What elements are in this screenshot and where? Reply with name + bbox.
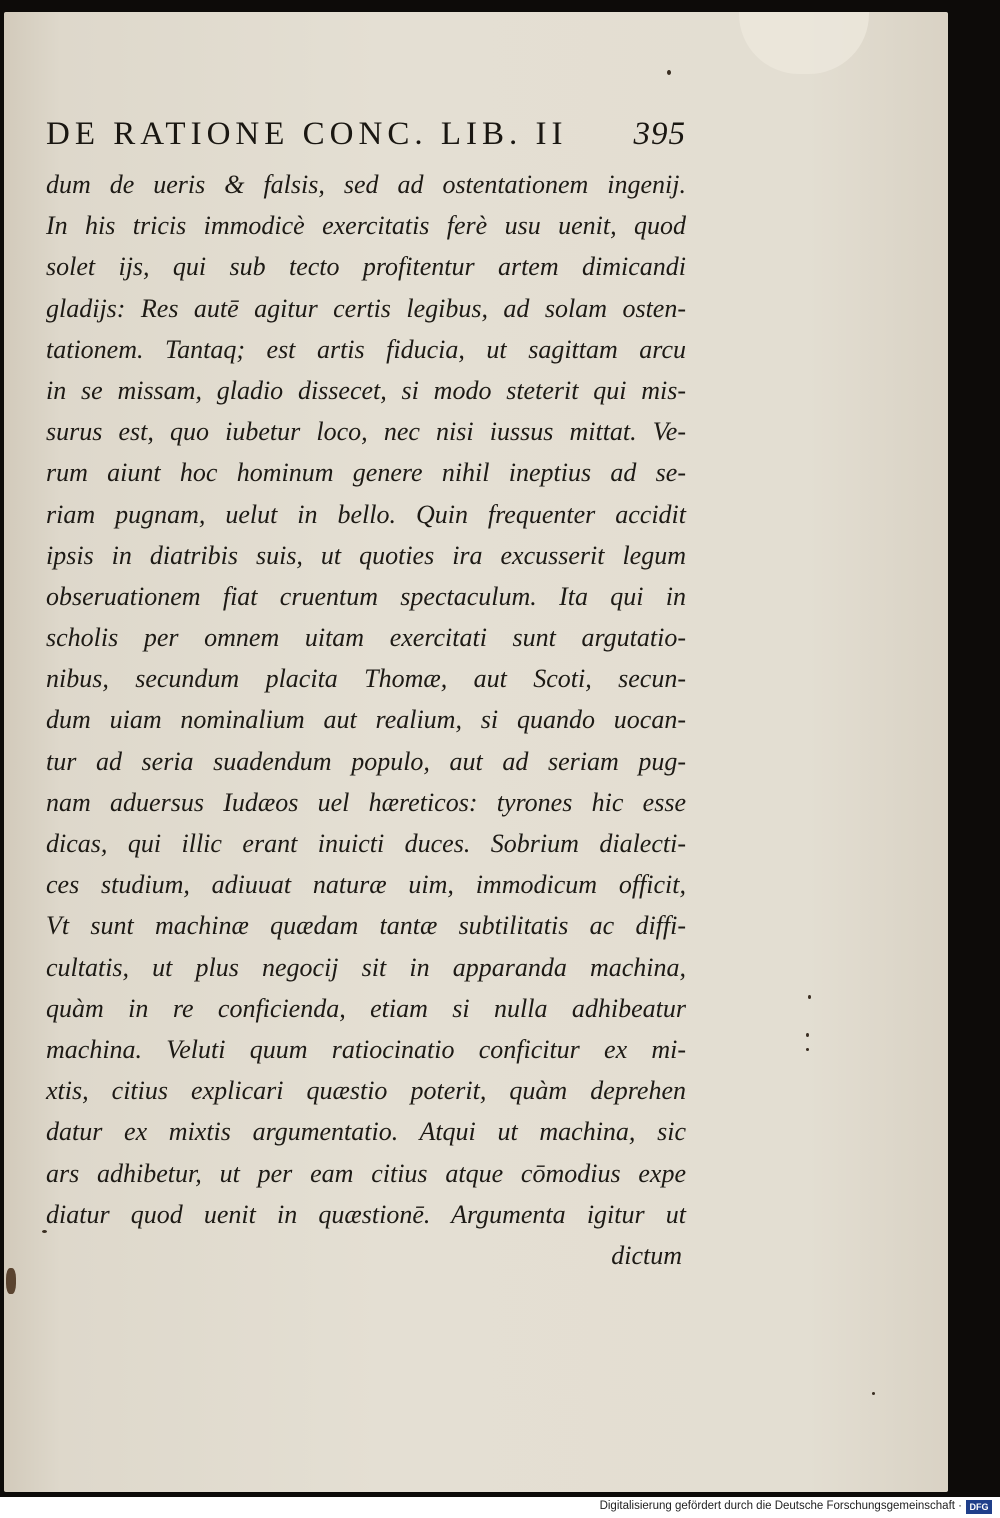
running-title: DE RATIONE CONC. LIB. II [46, 116, 568, 152]
text-line: solet ijs, qui sub tecto profitentur artem dimicandi [46, 252, 686, 282]
text-line: quàm in re conficienda, etiam si nulla adhibeatur [46, 993, 686, 1023]
page-number: 395 [633, 116, 686, 152]
dfg-logo: DFG [966, 1500, 992, 1514]
text-line: surus est, quo iubetur loco, nec nisi iussus mittat. Ve- [46, 417, 686, 447]
text-line: gladijs: Res autē agitur certis legibus, ad solam osten- [46, 293, 686, 323]
text-line: riam pugnam, uelut in bello. Quin frequenter accidit [46, 499, 686, 529]
text-block [46, 164, 686, 1276]
text-line: In his tricis immodicè exercitatis ferè usu uenit, quod [46, 211, 686, 241]
footer-bar [0, 1497, 1000, 1518]
text-line: in se missam, gladio dissecet, si modo steterit qui mis- [46, 375, 686, 405]
text-line: nam aduersus Iudæos uel hæreticos: tyrones hic esse [46, 787, 686, 817]
text-line: scholis per omnem uitam exercitati sunt argutatio- [46, 623, 686, 653]
funding-credit: Digitalisierung gefördert durch die Deutsche Forschungsgemeinschaft · [599, 1500, 962, 1512]
text-line: machina. Veluti quum ratiocinatio conficitur ex mi- [46, 1034, 686, 1064]
text-line: obseruationem fiat cruentum spectaculum. Ita qui in [46, 581, 686, 611]
text-line: tationem. Tantaq; est artis fiducia, ut sagittam arcu [46, 334, 686, 364]
text-line: tur ad seria suadendum populo, aut ad seriam pug- [46, 746, 686, 776]
text-line: dicas, qui illic erant inuicti duces. Sobrium dialecti- [46, 829, 686, 858]
text-line: diatur quod uenit in quæstionē. Argumenta igitur ut [46, 1199, 686, 1229]
book-page [4, 12, 948, 1492]
text-line: ars adhibetur, ut per eam citius atque cōmodius expe [46, 1158, 686, 1188]
text-line: ipsis in diatribis suis, ut quoties ira excusserit legum [46, 540, 686, 570]
text-line: dum de ueris & falsis, sed ad ostentationem ingenij. [46, 170, 686, 199]
text-line: dum uiam nominalium aut realium, si quando uocan- [46, 705, 686, 735]
text-line: rum aiunt hoc hominum genere nihil ineptius ad se- [46, 458, 686, 488]
text-line: nibus, secundum placita Thomæ, aut Scoti, secun- [46, 664, 686, 694]
text-line: cultatis, ut plus negocij sit in apparanda machina, [46, 952, 686, 982]
text-line: datur ex mixtis argumentatio. Atqui ut machina, sic [46, 1117, 686, 1147]
text-line: Vt sunt machinæ quædam tantæ subtilitatis ac diffi- [46, 911, 686, 941]
text-line: ces studium, adiuuat naturæ uim, immodicum officit, [46, 870, 686, 900]
text-line: xtis, citius explicari quæstio poterit, quàm deprehen [46, 1076, 686, 1106]
running-head [46, 116, 686, 158]
catchword: dictum [611, 1240, 682, 1270]
